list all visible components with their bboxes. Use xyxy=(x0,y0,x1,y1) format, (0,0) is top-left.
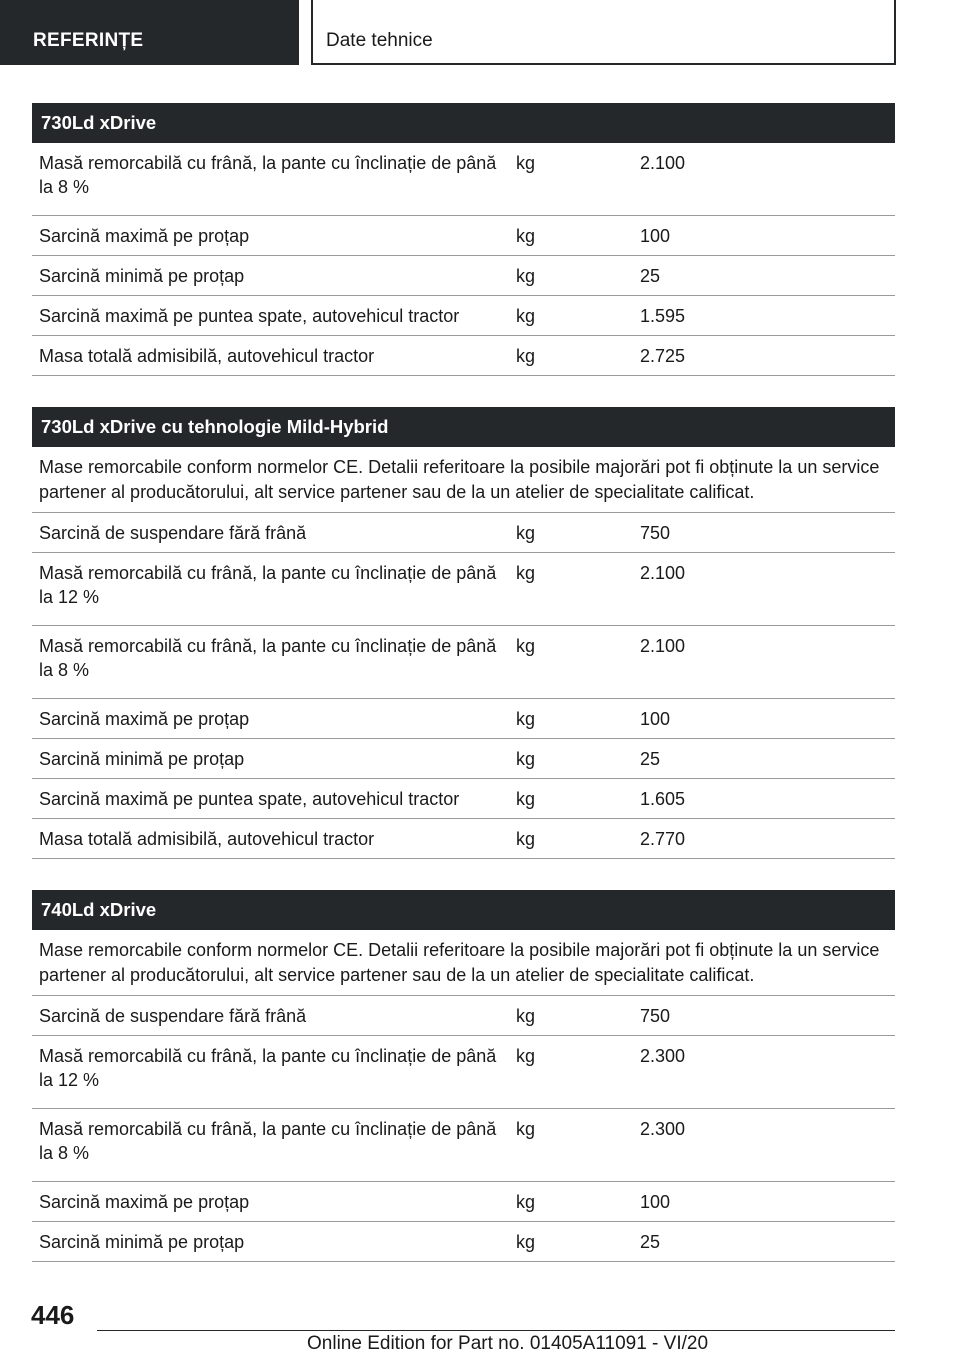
row-unit: kg xyxy=(516,636,536,656)
row-label: Masă remorcabilă cu frână, la pante cu înclinație de până la 12 % xyxy=(39,563,497,607)
table-row xyxy=(32,1036,895,1109)
footer-edition: Online Edition for Part no. 01405A11091 - VI/20 xyxy=(307,1333,709,1354)
row-value: 2.300 xyxy=(640,1119,686,1139)
spec-section xyxy=(32,103,895,376)
row-value: 100 xyxy=(640,1192,671,1212)
row-label: Sarcină de suspendare fără frână xyxy=(39,1006,307,1026)
table-row xyxy=(32,143,895,216)
row-value: 25 xyxy=(640,1232,661,1252)
row-value: 25 xyxy=(640,266,661,286)
row-unit: kg xyxy=(516,1006,536,1026)
row-label: Sarcină maximă pe proțap xyxy=(39,226,250,246)
table-row xyxy=(32,699,895,739)
row-label: Sarcină de suspendare fără frână xyxy=(39,523,307,543)
row-value: 100 xyxy=(640,226,671,246)
row-value: 2.100 xyxy=(640,153,686,173)
row-label: Sarcină maximă pe proțap xyxy=(39,1192,250,1212)
row-value: 25 xyxy=(640,749,661,769)
table-row xyxy=(32,1182,895,1222)
table-row xyxy=(32,553,895,626)
row-label: Sarcină minimă pe proțap xyxy=(39,266,245,286)
row-unit: kg xyxy=(516,306,536,326)
row-unit: kg xyxy=(516,1192,536,1212)
row-label: Sarcină maximă pe puntea spate, autovehicul tractor xyxy=(39,789,460,809)
spec-section xyxy=(32,407,895,859)
section-note: Mase remorcabile conform normelor CE. Detalii referitoare la posibile majorări pot fi obținute la un service partener al producătorului, alt service partener sau de la un atelier de specialitate calificat. xyxy=(32,930,895,996)
row-unit: kg xyxy=(516,563,536,583)
section-title: 730Ld xDrive xyxy=(32,103,895,143)
row-label: Masa totală admisibilă, autovehicul tractor xyxy=(39,346,375,366)
row-label: Sarcină minimă pe proțap xyxy=(39,1232,245,1252)
table-row xyxy=(32,739,895,779)
row-value: 2.300 xyxy=(640,1046,686,1066)
row-label: Masa totală admisibilă, autovehicul tractor xyxy=(39,829,375,849)
row-unit: kg xyxy=(516,709,536,729)
row-unit: kg xyxy=(516,266,536,286)
row-label: Sarcină maximă pe puntea spate, autovehicul tractor xyxy=(39,306,460,326)
table-row xyxy=(32,996,895,1036)
row-unit: kg xyxy=(516,749,536,769)
row-label: Sarcină maximă pe proțap xyxy=(39,709,250,729)
row-value: 750 xyxy=(640,1006,671,1026)
row-unit: kg xyxy=(516,1232,536,1252)
row-label: Masă remorcabilă cu frână, la pante cu înclinație de până la 8 % xyxy=(39,1119,497,1163)
row-value: 100 xyxy=(640,709,671,729)
row-label: Sarcină minimă pe proțap xyxy=(39,749,245,769)
footer-divider xyxy=(97,1330,895,1331)
row-label: Masă remorcabilă cu frână, la pante cu înclinație de până la 8 % xyxy=(39,153,497,197)
row-value: 2.100 xyxy=(640,563,686,583)
row-unit: kg xyxy=(516,829,536,849)
row-unit: kg xyxy=(516,226,536,246)
section-title: 730Ld xDrive cu tehnologie Mild-Hybrid xyxy=(32,407,895,447)
row-label: Masă remorcabilă cu frână, la pante cu înclinație de până la 12 % xyxy=(39,1046,497,1090)
row-value: 1.605 xyxy=(640,789,686,809)
page-number: 446 xyxy=(31,1300,75,1330)
table-row xyxy=(32,1222,895,1262)
row-value: 2.725 xyxy=(640,346,686,366)
header-chapter-title: Date tehnice xyxy=(311,0,896,65)
row-unit: kg xyxy=(516,789,536,809)
row-value: 2.100 xyxy=(640,636,686,656)
table-row xyxy=(32,1109,895,1182)
section-note: Mase remorcabile conform normelor CE. Detalii referitoare la posibile majorări pot fi obținute la un service partener al producătorului, alt service partener sau de la un atelier de specialitate calificat. xyxy=(32,447,895,513)
spec-section xyxy=(32,890,895,1262)
table-row xyxy=(32,296,895,336)
row-value: 2.770 xyxy=(640,829,686,849)
row-label: Masă remorcabilă cu frână, la pante cu înclinație de până la 8 % xyxy=(39,636,497,680)
row-unit: kg xyxy=(516,346,536,366)
row-unit: kg xyxy=(516,1046,536,1066)
row-unit: kg xyxy=(516,153,536,173)
table-row xyxy=(32,779,895,819)
spec-tables xyxy=(32,103,895,1293)
table-row xyxy=(32,819,895,859)
table-row xyxy=(32,626,895,699)
table-row xyxy=(32,513,895,553)
row-value: 750 xyxy=(640,523,671,543)
table-row xyxy=(32,256,895,296)
section-title: 740Ld xDrive xyxy=(32,890,895,930)
row-value: 1.595 xyxy=(640,306,686,326)
table-row xyxy=(32,216,895,256)
header-section-tab: REFERINȚE xyxy=(0,0,299,65)
table-row xyxy=(32,336,895,376)
row-unit: kg xyxy=(516,523,536,543)
row-unit: kg xyxy=(516,1119,536,1139)
